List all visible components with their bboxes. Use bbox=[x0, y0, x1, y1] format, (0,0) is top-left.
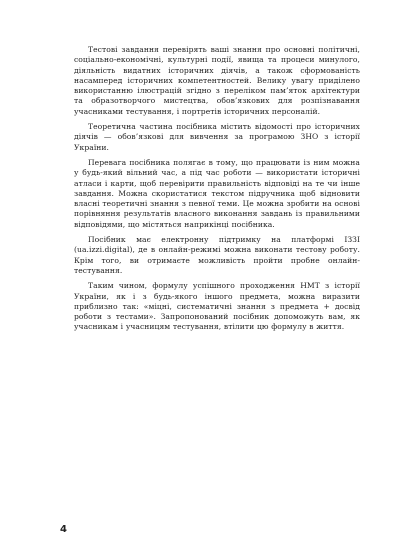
paragraph-tests: Тестові завдання перевірять ваші знання про основні політичні, соціально-економічні, культурні події, явища та процеси минулого, діяльність видатних історичних діячів, а також сформованість насамперед історичних компетентностей. Велику увагу приділено використанню ілюстрацій згідно з переліком пам’яток архітектури та образотворчого мистецтва, обов’язкових для розпізнавання учасниками тестування, і портретів історичних персоналій. bbox=[74, 45, 360, 116]
paragraph-platform: Посібник має електронну підтримку на платформі IЗЗІ (ua.izzi.digital), де в онлайн-режимі можна виконати тестову роботу. Крім того, ви отримаєте можливість пройти пробне онлайн-тестування. bbox=[74, 235, 360, 275]
paragraph-theory: Теоретична частина посібника містить відомості про історичних діячів — обов’язкові для вивчення за програмою ЗНО з історії України. bbox=[74, 122, 360, 152]
page-number: 4 bbox=[60, 524, 67, 535]
paragraph-advantage: Перевага посібника полягає в тому, що працювати із ним можна у будь-який вільний час, а під час роботи — використати історичні атласи і карти, щоб перевірити правильність відповіді на те чи інше завдання. Можна скористатися текстом підручника щоб відновити власні теоретичні знання з певної теми. Це можна зробити на основі порівняння результатів власного виконання завдань із правильними відповідями, що містяться наприкінці посібника. bbox=[74, 157, 360, 229]
body-text bbox=[74, 45, 360, 338]
paragraph-formula: Таким чином, формулу успішного проходження НМТ з історії України, як і з будь-якого іншого предмета, можна виразити приблизно так: «міцні, систематичні знання з предмета + досвід роботи з тестами». Запропонований посібник допоможуть вам, як учасникам і учасницям тестування, втілити цю формулу в життя. bbox=[74, 281, 360, 332]
